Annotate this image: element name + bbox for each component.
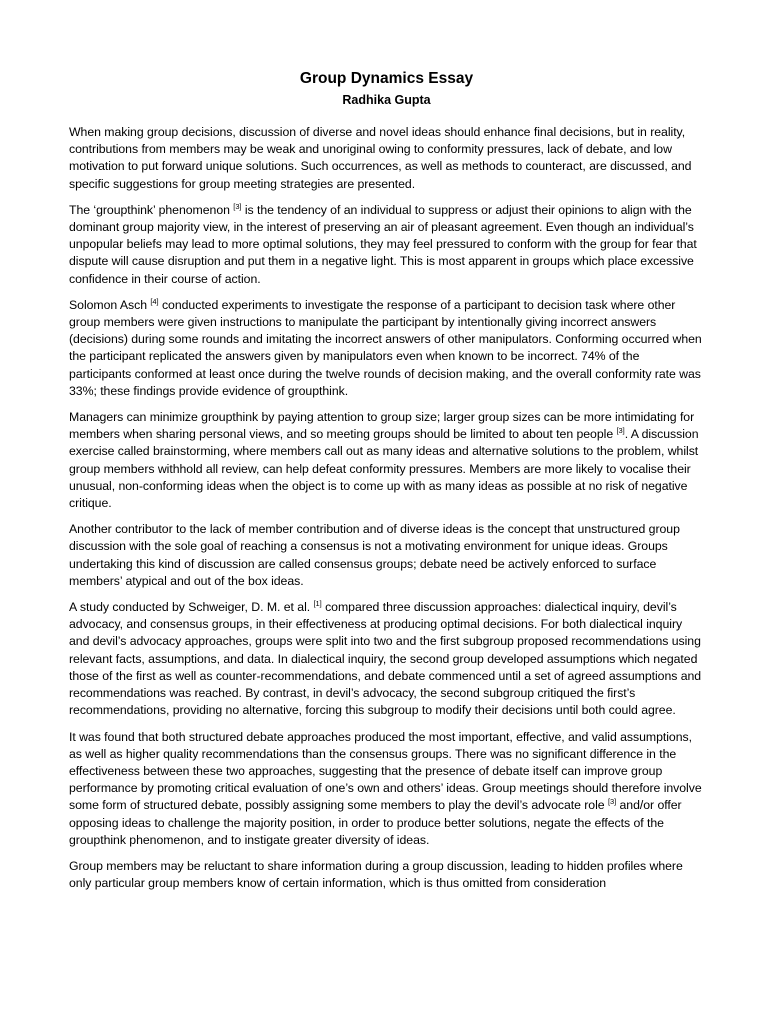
paragraph-text: A study conducted by Schweiger, D. M. et al. (69, 600, 314, 615)
body-paragraph (69, 521, 704, 590)
paragraph-text: . A discussion exercise called brainstorming, where members call out as many ideas and alternative solutions to the problem, whilst group members withhold all review, can help defeat conformity pressures. Members are more likely to vocalise their unusual, non-conforming ideas when the object is to come up with as many ideas as possible at no risk of negative critique. (69, 427, 699, 511)
citation-marker: [4] (150, 296, 159, 306)
paragraph-text: compared three discussion approaches: dialectical inquiry, devil’s advocacy, and consensus groups, in their effectiveness at producing optimal decisions. For both dialectical inquiry and devil’s advocacy approaches, groups were split into two and the first subgroup proposed recommendations using relevant facts, assumptions, and data. In dialectical inquiry, the second group developed assumptions which negated those of the first as well as counter-recommendations, and debate commenced until a set of agreed assumptions and recommendations was reached. By contrast, in devil’s advocacy, the second subgroup critiqued the first’s recommendations, providing no alternative, forcing this subgroup to modify their decisions until both could agree. (69, 600, 702, 718)
paragraph-text: conducted experiments to investigate the response of a participant to decision task where other group members were given instructions to manipulate the participant by intentionally giving incorrect answers (decisions) during some rounds and imitating the incorrect answers of other manipulators. Conforming occurred when the participant replicated the answers given by manipulators even when known to be incorrect. 74% of the participants conformed at least once during the twelve rounds of decision making, and the overall conformity rate was 33%; these findings provide evidence of groupthink. (69, 297, 702, 398)
body-paragraph (69, 202, 704, 288)
document-author: Radhika Gupta (342, 93, 431, 107)
paragraph-text: The ‘groupthink’ phenomenon (69, 202, 234, 217)
paragraph-text: Group members may be reluctant to share information during a group discussion, leading to hidden profiles where only particular group members know of certain information, which is thus omitted from consideration (69, 858, 683, 891)
body-paragraph (69, 409, 704, 512)
paragraph-text: and/or offer opposing ideas to challenge the majority position, in order to produce better solutions, negate the effects of the groupthink phenomenon, and to instigate greater diversity of ideas. (69, 798, 682, 847)
body-paragraph (69, 124, 704, 193)
citation-marker: [3] (616, 426, 625, 436)
citation-marker: [3] (607, 797, 617, 807)
document-body (69, 124, 704, 892)
paragraph-text: is the tendency of an individual to suppress or adjust their opinions to align with the dominant group majority view, in the interest of preserving an air of pleasant agreement. Even though an individual’s unpopular beliefs may lead to more optimal solutions, they may feel pressured to conform with the group for fear that dispute will cause disruption and put them in a negative light. This is most apparent in groups which place excessive confidence in their course of action. (69, 202, 697, 286)
paragraph-text: Another contributor to the lack of member contribution and of diverse ideas is the concept that unstructured group discussion with the sole goal of reaching a consensus is not a motivating environment for unique ideas. Groups undertaking this kind of discussion are called consensus groups; debate need be actively enforced to surface members’ atypical and out of the box ideas. (69, 522, 680, 588)
document-title: Group Dynamics Essay (299, 70, 474, 87)
paragraph-text: Managers can minimize groupthink by paying attention to group size; larger group sizes can be more intimidating for members when sharing personal views, and so meeting groups should be limited to about ten people (69, 410, 695, 442)
paragraph-text: It was found that both structured debate approaches produced the most important, effective, and valid assumptions, as well as higher quality recommendations than the consensus groups. There was no significant difference in the effectiveness between these two approaches, suggesting that the presence of debate itself can improve group performance by promoting critical evaluation of one’s own and others’ ideas. Group meetings should therefore involve some form of structured debate, possibly assigning some members to play the devil’s advocate role (69, 729, 702, 813)
paragraph-text: When making group decisions, discussion of diverse and novel ideas should enhance final decisions, but in reality, contributions from members may be weak and unoriginal owing to conformity pressures, lack of debate, and low motivation to put forward unique solutions. Such occurrences, as well as methods to counteract, are discussed, and specific suggestions for group meeting strategies are presented. (69, 125, 692, 191)
body-paragraph (69, 858, 704, 892)
body-paragraph (69, 729, 704, 849)
paragraph-text: Solomon Asch (69, 297, 151, 312)
body-paragraph (69, 599, 704, 719)
citation-marker: [1] (313, 599, 322, 609)
body-paragraph (69, 297, 704, 400)
citation-marker: [3] (233, 201, 242, 211)
